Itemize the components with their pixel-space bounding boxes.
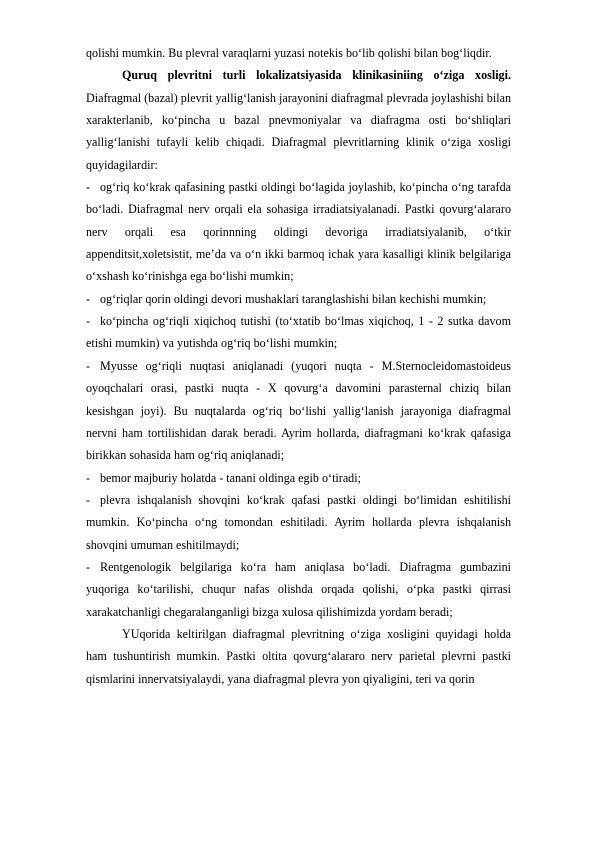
list-dash: -: [86, 492, 91, 507]
list-item: [86, 310, 511, 355]
paragraph-summary: YUqorida keltirilgan diafragmal plevritning o‘ziga xosligini quyidagi holda ham tushuntirish mumkin. Pastki oltita qovurg‘alararo nerv parietal plevrni pastki qismlarini innervatsiyalaydi, yana diafragmal plevra yon qiyaligini, teri va qorin: [86, 626, 511, 686]
paragraph-body: Diafragmal (bazal) plevrit yallig‘lanish jarayonini diafragmal plevrada joylashishi bilan xarakterlanib, ko‘pincha u bazal pnevmoniyalar va diafragma osti bo‘shliqlari yallig‘lanishi tufayli kelib chiqadi. Diafragmal plevritlarning klinik o‘ziga xosligi quyidagilardir:: [86, 90, 511, 172]
list-item: [86, 467, 511, 489]
list-item: [86, 176, 511, 288]
list-item: [86, 489, 511, 556]
list-dash: -: [86, 358, 91, 373]
list-dash: -: [86, 314, 91, 329]
list-item-text: ko‘pincha og‘riqli xiqichoq tutishi (to‘xtatib bo‘lmas xiqichoq, 1 - 2 sutka davom etishi mumkin) va yutishda og‘riq bo‘lishi mumkin;: [86, 314, 511, 351]
list-item: [86, 288, 511, 310]
document-page: [86, 42, 511, 690]
list-dash: -: [86, 291, 91, 306]
list-item-text: og‘riq ko‘krak qafasining pastki oldingi bo‘lagida joylashib, ko‘pincha o‘ng tarafda bo‘ladi. Diafragmal nerv orqali ela sohasiga irradiatsiyalanadi. Pastki qovurg‘alararo nerv orqali esa qorinnning oldingi devoriga irradiatsiyalanib, o‘tkir appenditsit,xoletsistit, me’da va o‘n ikki barmoq ichak yara kasalligi klinik belgilariga o‘xshash ko‘rinishga ega bo‘lishi mumkin;: [86, 180, 511, 284]
list-dash: -: [86, 180, 91, 195]
section-heading: Quruq plevritni turli lokalizatsiyasida klinikasiniing o‘ziga xosligi.: [122, 68, 511, 83]
paragraph-continuation: qolishi mumkin. Bu plevral varaqlarni yuzasi notekis bo‘lib qolishi bilan bog‘liqdir.: [86, 46, 492, 60]
list-item: [86, 355, 511, 467]
list-dash: -: [86, 470, 91, 485]
list-item-text: bemor majburiy holatda - tanani oldinga egib o‘tiradi;: [100, 470, 361, 485]
list-item-text: Rentgenologik belgilariga ko‘ra ham aniqlasa bo‘ladi. Diafragma gumbazini yuqoriga ko‘tarilishi, chuqur nafas olishda orqada qolishi, o‘pka pastki qirrasi xarakatchanligi chegaralanganligi bizga xulosa qilishimizda yordam beradi;: [86, 559, 511, 619]
paragraph-diaphragmal-pleurisy: [86, 64, 511, 176]
list-item-text: Myusse og‘riqli nuqtasi aniqlanadi (yuqori nuqta - M.Sternocleidomastoideus oyoqchalari orasi, pastki nuqta - X qovurg‘a davomini parasternal chiziq bilan kesishgan joyi). Bu nuqtalarda og‘riq bo‘lishi yallig‘lanish jarayoniga diafragmal nervni ham tortilishidan darak beradi. Ayrim hollarda, diafragmani ko‘krak qafasiga birikkan sohasida ham og‘riq aniqlanadi;: [86, 358, 511, 463]
list-item-text: plevra ishqalanish shovqini ko‘krak qafasi pastki oldingi bo‘limidan eshitilishi mumkin. Ko‘pincha o‘ng tomondan eshitiladi. Ayrim hollarda plevra ishqalanish shovqini umuman eshitilmaydi;: [86, 492, 511, 552]
list-item-text: og‘riqlar qorin oldingi devori mushaklari taranglashishi bilan kechishi mumkin;: [100, 291, 487, 306]
list-dash: -: [86, 559, 91, 574]
list-item: [86, 556, 511, 623]
